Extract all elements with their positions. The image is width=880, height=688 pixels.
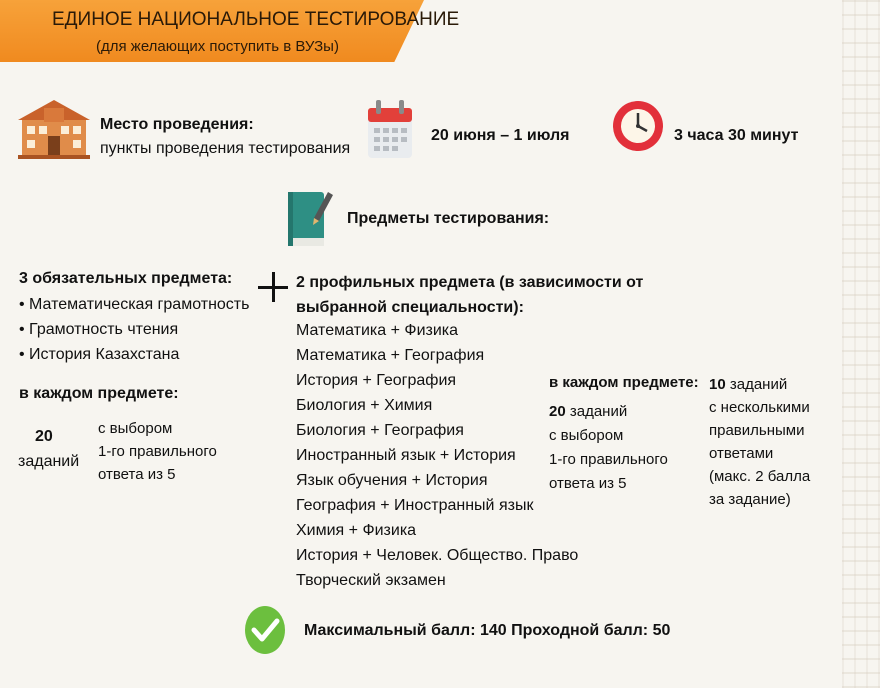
profile-per-subject-label: в каждом предмете: bbox=[549, 374, 699, 391]
list-item: Биология + Химия bbox=[296, 397, 433, 414]
desc-line: заданий bbox=[565, 403, 628, 420]
desc-line: заданий bbox=[725, 376, 788, 393]
list-item: История + Человек. Общество. Право bbox=[296, 547, 579, 564]
desc-line: (макс. 2 балла bbox=[709, 468, 811, 485]
subjects-title: Предметы тестирования: bbox=[347, 210, 550, 227]
test-duration: 3 часа 30 минут bbox=[674, 127, 799, 144]
mandatory-per-subject-label: в каждом предмете: bbox=[19, 385, 179, 402]
list-item: История + География bbox=[296, 372, 457, 389]
list-item: Язык обучения + История bbox=[296, 472, 488, 489]
plus-icon bbox=[258, 272, 288, 302]
list-item: География + Иностранный язык bbox=[296, 497, 534, 514]
desc-line: 1-го правильного bbox=[549, 451, 668, 468]
desc-line: ответа из 5 bbox=[98, 466, 176, 483]
desc-line: за задание) bbox=[709, 491, 791, 508]
mandatory-title: 3 обязательных предмета: bbox=[19, 270, 233, 287]
profile-multi-choice bbox=[709, 373, 810, 511]
list-item: • Грамотность чтения bbox=[19, 321, 179, 338]
list-item: • Математическая грамотность bbox=[19, 296, 250, 313]
mandatory-tasks-count: 20 bbox=[35, 428, 53, 445]
profile-title bbox=[296, 270, 643, 320]
calendar-icon bbox=[366, 98, 414, 160]
list-item: Иностранный язык + История bbox=[296, 447, 516, 464]
desc-line: с несколькими bbox=[709, 399, 810, 416]
book-pen-icon bbox=[284, 188, 334, 250]
score-summary: Максимальный балл: 140 Проходной балл: 50 bbox=[304, 622, 671, 639]
place-value: пункты проведения тестирования bbox=[100, 140, 351, 157]
desc-line: 1-го правильного bbox=[98, 443, 217, 460]
place-label: Место проведения: bbox=[100, 116, 254, 133]
list-item: Химия + Физика bbox=[296, 522, 417, 539]
page-title: ЕДИНОЕ НАЦИОНАЛЬНОЕ ТЕСТИРОВАНИЕ bbox=[52, 9, 460, 30]
page-subtitle: (для желающих поступить в ВУЗы) bbox=[96, 38, 339, 55]
list-item: Биология + География bbox=[296, 422, 464, 439]
clock-icon bbox=[612, 100, 664, 152]
desc-line: ответа из 5 bbox=[549, 475, 627, 492]
building-icon bbox=[16, 98, 92, 160]
list-item: • История Казахстана bbox=[19, 346, 180, 363]
list-item: Творческий экзамен bbox=[296, 572, 446, 589]
list-item: Математика + География bbox=[296, 347, 485, 364]
profile-combinations-list bbox=[296, 318, 578, 593]
profile-title-line: 2 профильных предмета (в зависимости от bbox=[296, 274, 644, 291]
profile-single-choice bbox=[549, 400, 668, 496]
list-item: Математика + Физика bbox=[296, 322, 459, 339]
mandatory-list bbox=[19, 292, 249, 367]
checkmark-icon bbox=[244, 603, 286, 655]
profile-title-line: выбранной специальности): bbox=[296, 299, 524, 316]
mandatory-tasks-word: заданий bbox=[18, 453, 80, 470]
single-count: 20 bbox=[549, 403, 566, 420]
desc-line: с выбором bbox=[549, 427, 624, 444]
desc-line: ответами bbox=[709, 445, 774, 462]
multi-count: 10 bbox=[709, 376, 726, 393]
decorative-border bbox=[842, 0, 880, 688]
desc-line: правильными bbox=[709, 422, 805, 439]
test-dates: 20 июня – 1 июля bbox=[431, 127, 570, 144]
desc-line: с выбором bbox=[98, 420, 173, 437]
mandatory-tasks-desc bbox=[98, 417, 217, 486]
